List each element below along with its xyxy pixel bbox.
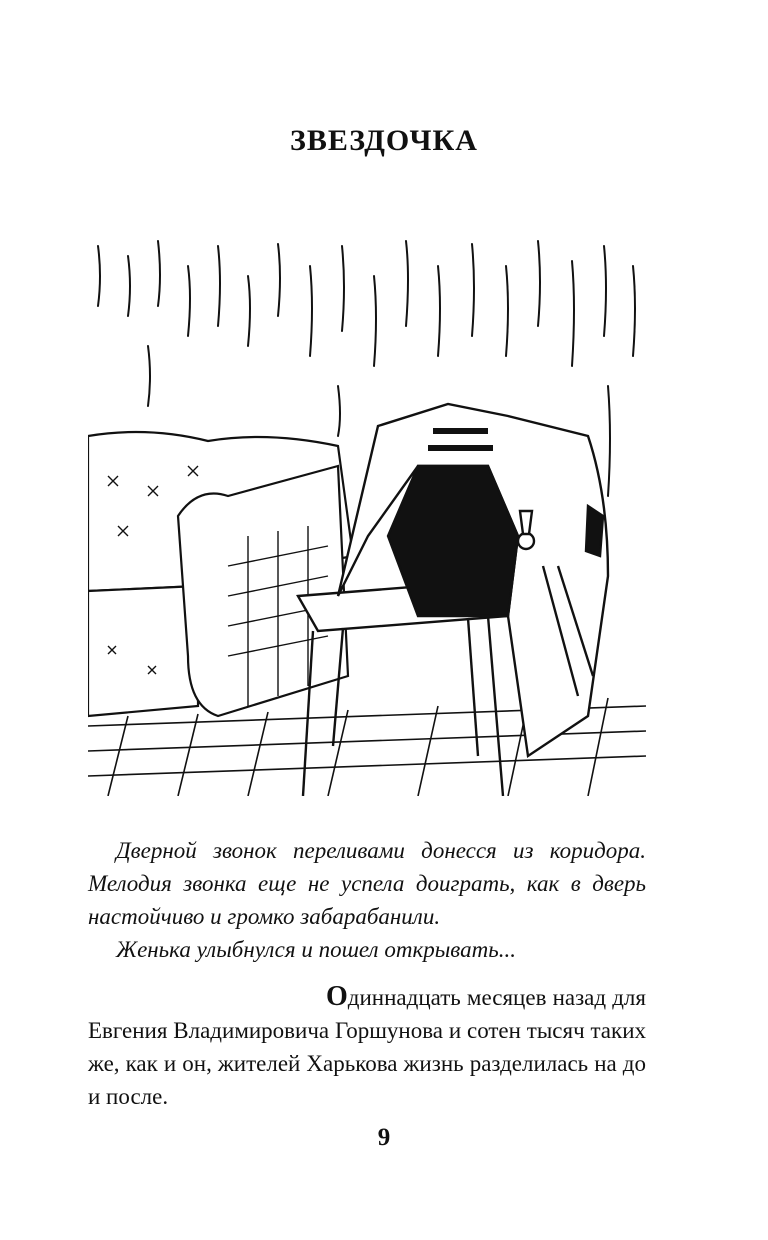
drop-cap: О <box>326 981 348 1012</box>
chapter-illustration <box>88 236 646 796</box>
body-paragraph-text: диннадцать месяцев назад для Евгения Владимировича Горшунова и сотен тысяч таких же, как и он, жителей Харькова жизнь разделилась на до и после. <box>88 985 646 1109</box>
body-text <box>88 980 646 1113</box>
epigraph-paragraph: Женька улыбнулся и пошел открывать... <box>116 937 516 962</box>
ink-drawing-jacket-on-chair-icon <box>88 236 646 796</box>
epigraph-paragraph: Дверной звонок переливами донесся из коридора. Мелодия звонка еще не успела доиграть, как в дверь настойчиво и громко забарабанили. <box>88 838 646 929</box>
epigraph <box>88 834 646 966</box>
chapter-title: ЗВЕЗДОЧКА <box>290 124 478 157</box>
body-paragraph <box>88 980 646 1113</box>
page-number: 9 <box>377 1124 391 1151</box>
